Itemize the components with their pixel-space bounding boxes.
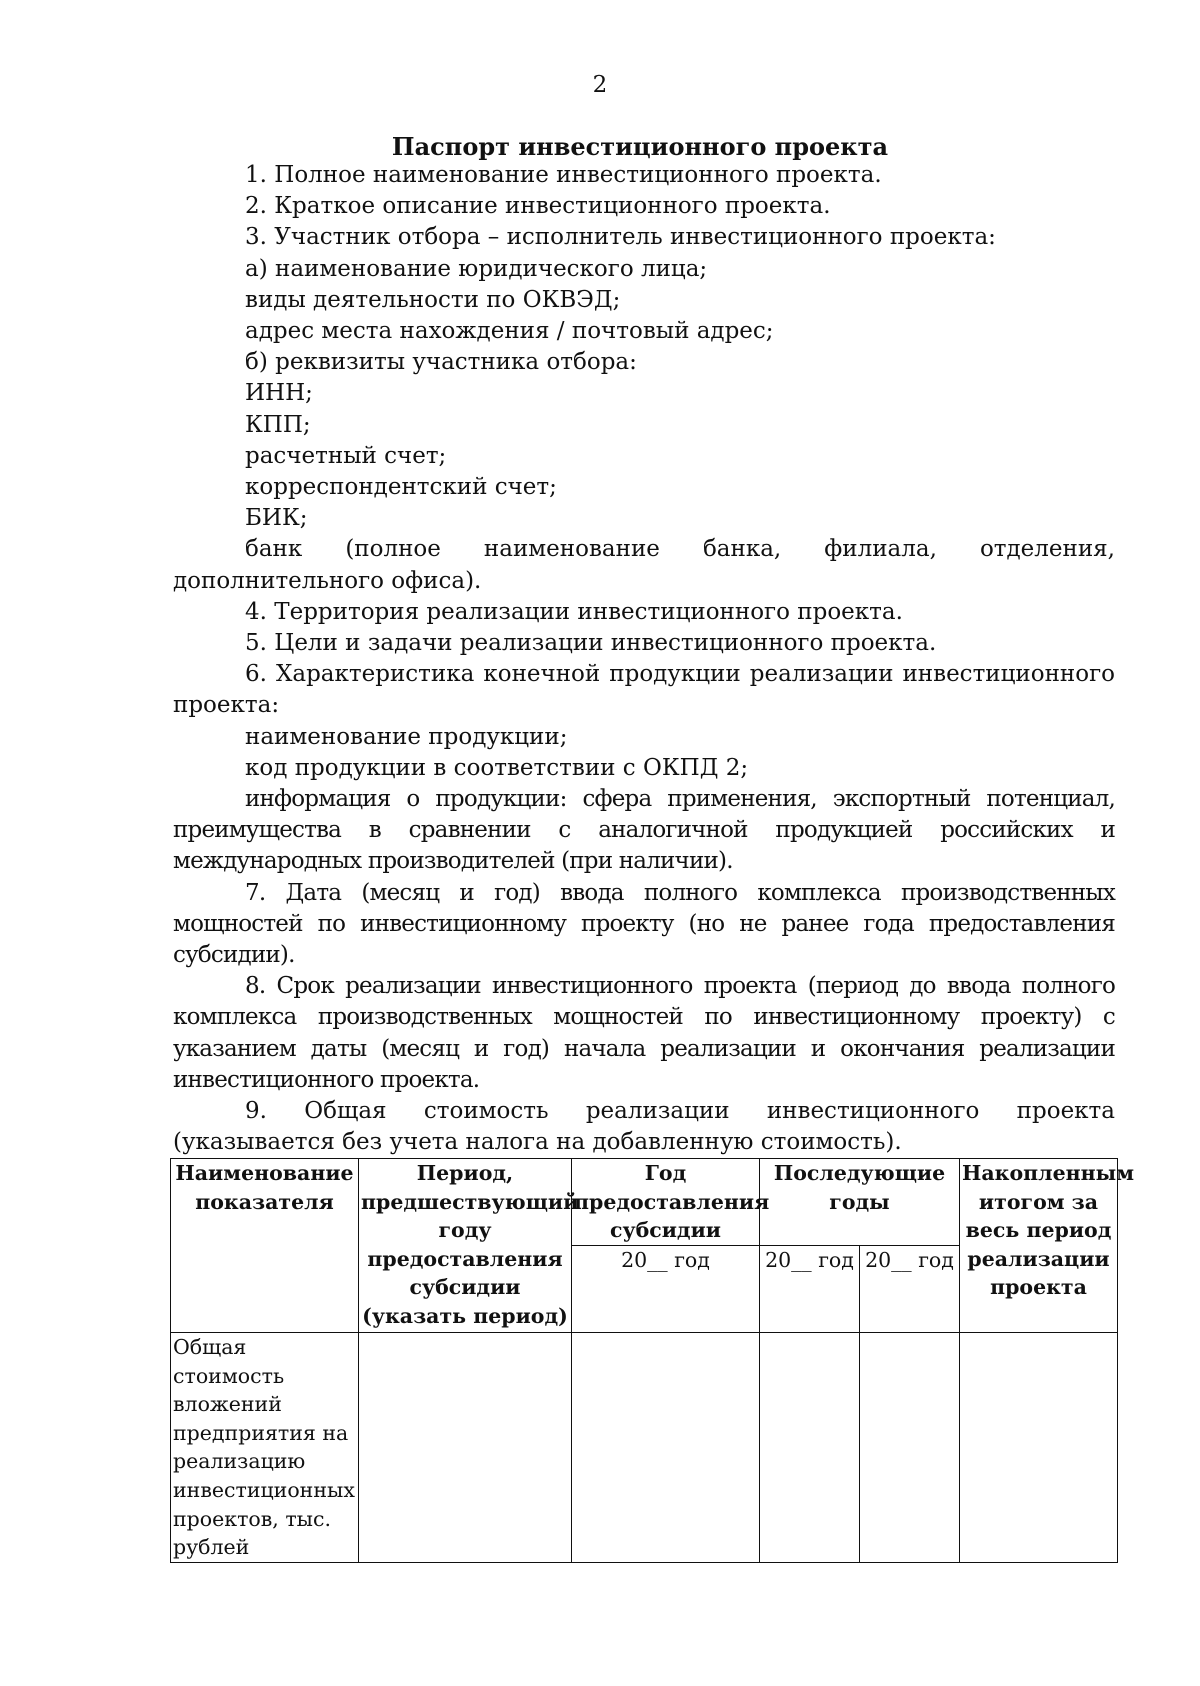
paragraph-account: расчетный счет; <box>245 442 447 469</box>
cell-subsequent-year-1 <box>760 1333 860 1563</box>
paragraph-8: 8. Срок реализации инвестиционного проекта (период до ввода полного комплекса производственных мощностей по инвестиционному проекту) с указанием даты (месяц и год) начала реализации и окончания реализации инвестиционного проекта. <box>173 973 1115 1093</box>
paragraph-corr-account: корреспондентский счет; <box>245 474 557 501</box>
paragraph-kpp: КПП; <box>245 411 311 438</box>
paragraph-2: 2. Краткое описание инвестиционного проекта. <box>245 193 831 220</box>
paragraph-1: 1. Полное наименование инвестиционного проекта. <box>245 162 882 188</box>
paragraph-5: 5. Цели и задачи реализации инвестиционного проекта. <box>245 630 937 657</box>
subheader-subsidy-year: 20__ год <box>572 1246 760 1333</box>
paragraph-product-code: код продукции в соответствии с ОКПД 2; <box>245 754 749 781</box>
paragraph-3: 3. Участник отбора – исполнитель инвестиционного проекта: <box>245 224 996 251</box>
paragraph-okved: виды деятельности по ОКВЭД; <box>245 286 621 313</box>
row-label-total-cost: Общая стоимость вложений предприятия на реализацию инвестиционных проектов, тыс. рублей <box>171 1333 359 1563</box>
document-title: Паспорт инвестиционного проекта <box>391 132 889 161</box>
header-subsidy-year: Год предоставления субсидии <box>572 1159 760 1246</box>
document-body <box>173 160 1115 1159</box>
paragraph-bank: банк (полное наименование банка, филиала, отделения, дополнительного офиса). <box>173 536 1115 594</box>
paragraph-3b: б) реквизиты участника отбора: <box>245 349 637 376</box>
cell-subsequent-year-2 <box>860 1333 960 1563</box>
table-row <box>171 1333 1118 1563</box>
page-number: 2 <box>592 72 608 98</box>
subheader-subsequent-year-1: 20__ год <box>760 1246 860 1333</box>
header-cumulative: Накопленным итогом за весь период реализации проекта <box>960 1159 1118 1333</box>
header-indicator: Наименование показателя <box>171 1159 359 1333</box>
cell-cumulative <box>960 1333 1118 1563</box>
cell-prior-period <box>359 1333 572 1563</box>
subheader-subsequent-year-2: 20__ год <box>860 1246 960 1333</box>
paragraph-7: 7. Дата (месяц и год) ввода полного комплекса производственных мощностей по инвестиционному проекту (но не ранее года предоставления субсидии). <box>173 879 1115 969</box>
paragraph-3a: а) наименование юридического лица; <box>245 255 708 282</box>
header-subsequent-years: Последующие годы <box>760 1159 960 1246</box>
investment-cost-table <box>170 1158 1134 1563</box>
paragraph-product-info: информация о продукции: сфера применения, экспортный потенциал, преимущества в сравнении с аналогичной продукцией российских и международных производителей (при наличии). <box>173 786 1115 875</box>
paragraph-9: 9. Общая стоимость реализации инвестиционного проекта (указывается без учета налога на добавленную стоимость). <box>173 1098 1115 1156</box>
paragraph-6: 6. Характеристика конечной продукции реализации инвестиционного проекта: <box>173 661 1115 719</box>
table-header-row <box>171 1159 1118 1246</box>
paragraph-4: 4. Территория реализации инвестиционного проекта. <box>245 598 903 625</box>
paragraph-address: адрес места нахождения / почтовый адрес; <box>245 318 774 345</box>
paragraph-product-name: наименование продукции; <box>245 723 568 750</box>
cell-subsidy-year <box>572 1333 760 1563</box>
header-prior-period: Период, предшествующий году предоставления субсидии (указать период) <box>359 1159 572 1333</box>
paragraph-inn: ИНН; <box>245 380 313 407</box>
paragraph-bik: БИК; <box>245 505 308 532</box>
